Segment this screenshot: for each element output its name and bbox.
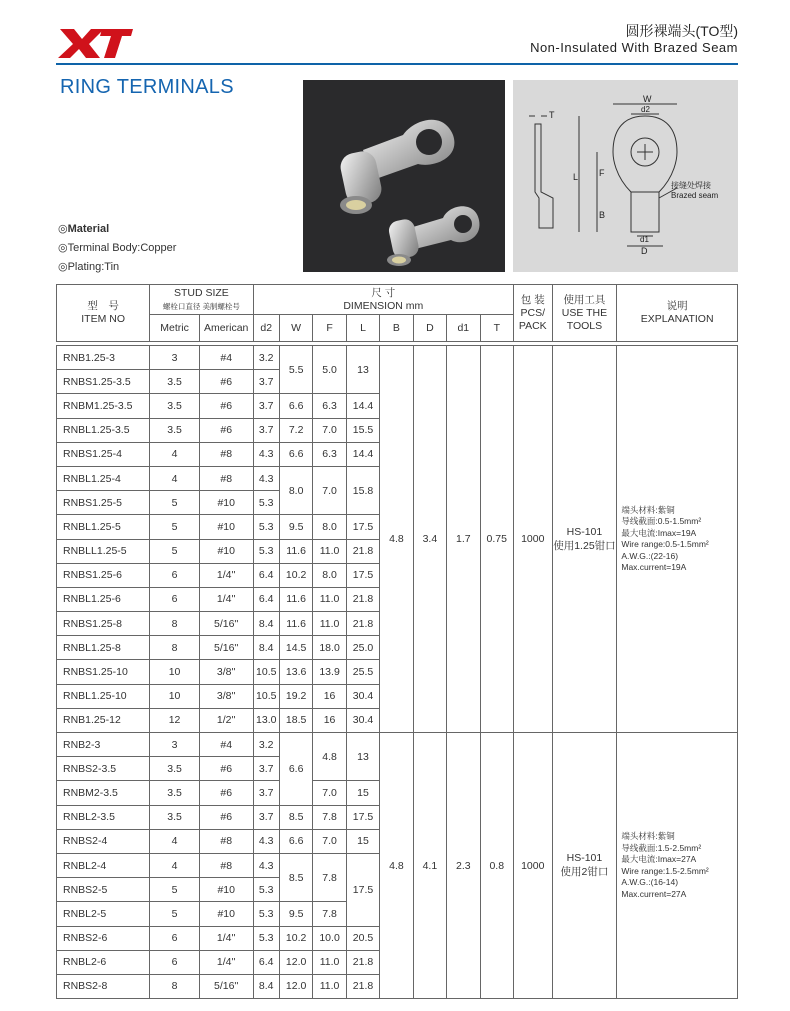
explanation-line: Max.current=19A	[621, 562, 687, 572]
d2-cell: 10.5	[253, 684, 279, 708]
metric-cell: 6	[150, 563, 200, 587]
metric-cell: 3.5	[150, 757, 200, 781]
item-no-cell: RNBS1.25-3.5	[57, 370, 150, 394]
technical-drawing	[513, 80, 738, 272]
spec-table-body	[57, 342, 738, 999]
d2-cell: 3.2	[253, 346, 279, 370]
W-cell: 7.2	[279, 418, 312, 442]
F-cell: 7.8	[313, 902, 346, 926]
F-cell: 7.0	[313, 781, 346, 805]
d2-cell: 4.3	[253, 829, 279, 853]
item-no-cell: RNB2-3	[57, 733, 150, 757]
d2-cell: 3.7	[253, 394, 279, 418]
pack-cell: 1000	[514, 733, 553, 999]
american-cell: 1/4''	[199, 926, 253, 950]
F-cell: 7.8	[313, 853, 346, 901]
metric-cell: 4	[150, 829, 200, 853]
explanation-line: 端头材料:紫铜	[621, 831, 675, 842]
F-cell: 11.0	[313, 587, 346, 611]
explanation-line: Max.current=27A	[621, 888, 687, 899]
L-cell: 21.8	[346, 539, 379, 563]
american-cell: #10	[199, 902, 253, 926]
L-cell: 21.8	[346, 950, 379, 974]
metric-cell: 3	[150, 733, 200, 757]
american-cell: 1/4''	[199, 950, 253, 974]
explanation-cell	[617, 346, 738, 733]
L-cell: 13	[346, 346, 379, 394]
dim-B-label: B	[599, 210, 606, 220]
table-row	[57, 733, 738, 757]
dim-d2-label: d2	[641, 105, 650, 114]
item-no-cell: RNBL1.25-4	[57, 466, 150, 490]
american-cell: 1/2''	[199, 708, 253, 732]
item-no-cell: RNBS2-6	[57, 926, 150, 950]
metric-cell: 6	[150, 950, 200, 974]
material-body: ◎Terminal Body:Copper	[58, 242, 177, 254]
F-cell: 7.0	[313, 466, 346, 514]
d2-cell: 5.3	[253, 878, 279, 902]
header-title-en: Non-Insulated With Brazed Seam	[530, 40, 738, 55]
d1-cell: 2.3	[447, 733, 480, 999]
american-cell: #10	[199, 491, 253, 515]
tool-line: HS-101	[566, 852, 603, 865]
american-cell: 3/8''	[199, 660, 253, 684]
item-no-cell: RNBL2-5	[57, 902, 150, 926]
d2-cell: 8.4	[253, 612, 279, 636]
item-no-cell: RNBL2-4	[57, 853, 150, 877]
explanation-line: 最大电流:Imax=27A	[621, 854, 697, 865]
d2-cell: 4.3	[253, 853, 279, 877]
d2-cell: 6.4	[253, 587, 279, 611]
metric-cell: 10	[150, 684, 200, 708]
explanation-line: Wire range:1.5-2.5mm²	[621, 865, 709, 876]
col-tools: 使用工具 USE THE TOOLS	[552, 285, 617, 342]
explanation-line: A.W.G.:(16-14)	[621, 877, 679, 888]
metric-cell: 3.5	[150, 394, 200, 418]
header-divider	[56, 63, 738, 65]
F-cell: 10.0	[313, 926, 346, 950]
material-heading: ◎Material	[58, 223, 110, 235]
tool-line: HS-101	[566, 525, 603, 538]
F-cell: 11.0	[313, 950, 346, 974]
F-cell: 8.0	[313, 515, 346, 539]
explanation-line: 最大电流:Imax=19A	[621, 527, 697, 538]
W-cell: 18.5	[279, 708, 312, 732]
col-dimension: 尺 寸 DIMENSION mm	[253, 285, 513, 315]
metric-cell: 10	[150, 660, 200, 684]
d2-cell: 5.3	[253, 491, 279, 515]
d2-cell: 10.5	[253, 660, 279, 684]
W-cell: 6.6	[279, 733, 312, 806]
W-cell: 6.6	[279, 394, 312, 418]
d2-cell: 5.3	[253, 515, 279, 539]
item-no-cell: RNBS2-3.5	[57, 757, 150, 781]
col-B: B	[380, 315, 413, 342]
item-no-cell: RNBS1.25-5	[57, 491, 150, 515]
american-cell: 5/16''	[199, 636, 253, 660]
L-cell: 17.5	[346, 805, 379, 829]
item-no-cell: RNBL1.25-6	[57, 587, 150, 611]
W-cell: 10.2	[279, 563, 312, 587]
L-cell: 21.8	[346, 587, 379, 611]
american-cell: 5/16''	[199, 974, 253, 998]
W-cell: 6.6	[279, 829, 312, 853]
item-no-cell: RNBS1.25-8	[57, 612, 150, 636]
american-cell: #6	[199, 370, 253, 394]
col-W: W	[279, 315, 312, 342]
F-cell: 4.8	[313, 733, 346, 781]
F-cell: 18.0	[313, 636, 346, 660]
W-cell: 11.6	[279, 539, 312, 563]
L-cell: 17.5	[346, 563, 379, 587]
metric-cell: 3.5	[150, 418, 200, 442]
explanation-line: Wire range:0.5-1.5mm²	[621, 539, 709, 549]
american-cell: #8	[199, 853, 253, 877]
F-cell: 7.0	[313, 418, 346, 442]
F-cell: 11.0	[313, 612, 346, 636]
metric-cell: 3	[150, 346, 200, 370]
W-cell: 14.5	[279, 636, 312, 660]
L-cell: 14.4	[346, 394, 379, 418]
d2-cell: 6.4	[253, 950, 279, 974]
metric-cell: 8	[150, 974, 200, 998]
metric-cell: 12	[150, 708, 200, 732]
d2-cell: 3.7	[253, 781, 279, 805]
dim-L-label: L	[573, 172, 579, 182]
W-cell: 11.6	[279, 612, 312, 636]
american-cell: #10	[199, 539, 253, 563]
d2-cell: 3.2	[253, 733, 279, 757]
tool-line: 使用1.25钳口	[553, 539, 616, 552]
W-cell: 10.2	[279, 926, 312, 950]
item-no-cell: RNB1.25-3	[57, 346, 150, 370]
dim-W-label: W	[643, 94, 652, 104]
B-cell: 4.8	[380, 346, 413, 733]
explanation-cell	[617, 733, 738, 999]
material-plating: ◎Plating:Tin	[58, 261, 120, 273]
W-cell: 13.6	[279, 660, 312, 684]
d2-cell: 4.3	[253, 442, 279, 466]
metric-cell: 8	[150, 612, 200, 636]
metric-cell: 5	[150, 878, 200, 902]
d2-cell: 8.4	[253, 636, 279, 660]
W-cell: 12.0	[279, 974, 312, 998]
F-cell: 5.0	[313, 346, 346, 394]
W-cell: 9.5	[279, 902, 312, 926]
metric-cell: 6	[150, 587, 200, 611]
header-title-cn: 圆形裸端头(TO型)	[625, 23, 738, 39]
W-cell: 12.0	[279, 950, 312, 974]
metric-cell: 4	[150, 466, 200, 490]
metric-cell: 8	[150, 636, 200, 660]
F-cell: 6.3	[313, 394, 346, 418]
col-pack: 包 装 PCS/ PACK	[514, 285, 553, 342]
metric-cell: 5	[150, 491, 200, 515]
F-cell: 16	[313, 708, 346, 732]
explanation-line: A.W.G.:(22-16)	[621, 550, 679, 561]
metric-cell: 3.5	[150, 370, 200, 394]
dim-T-label: T	[549, 110, 555, 120]
american-cell: #4	[199, 733, 253, 757]
L-cell: 15.5	[346, 418, 379, 442]
T-cell: 0.8	[480, 733, 513, 999]
dim-F-label: F	[599, 168, 605, 178]
tool-line: 使用2钳口	[560, 866, 609, 879]
L-cell: 25.0	[346, 636, 379, 660]
item-no-cell: RNBS2-4	[57, 829, 150, 853]
ring-terminal-photo-icon	[303, 80, 505, 272]
american-cell: #10	[199, 878, 253, 902]
spec-table	[56, 284, 738, 999]
W-cell: 8.5	[279, 805, 312, 829]
american-cell: #6	[199, 805, 253, 829]
metric-cell: 5	[150, 515, 200, 539]
metric-cell: 5	[150, 902, 200, 926]
D-cell: 3.4	[413, 346, 446, 733]
item-no-cell: RNBL1.25-5	[57, 515, 150, 539]
F-cell: 11.0	[313, 974, 346, 998]
L-cell: 20.5	[346, 926, 379, 950]
american-cell: #8	[199, 829, 253, 853]
item-no-cell: RNBS2-8	[57, 974, 150, 998]
american-cell: #6	[199, 394, 253, 418]
item-no-cell: RNB1.25-12	[57, 708, 150, 732]
material-block	[58, 220, 176, 277]
seam-label-en: Brazed seam	[671, 191, 719, 200]
L-cell: 17.5	[346, 515, 379, 539]
metric-cell: 6	[150, 926, 200, 950]
W-cell: 5.5	[279, 346, 312, 394]
xt-logo	[58, 26, 133, 60]
L-cell: 13	[346, 733, 379, 781]
L-cell: 17.5	[346, 853, 379, 926]
d1-cell: 1.7	[447, 346, 480, 733]
item-no-cell: RNBS2-5	[57, 878, 150, 902]
item-no-cell: RNBL2-6	[57, 950, 150, 974]
item-no-cell: RNBS1.25-10	[57, 660, 150, 684]
item-no-cell: RNBL2-3.5	[57, 805, 150, 829]
F-cell: 7.8	[313, 805, 346, 829]
col-explanation: 说明 EXPLANATION	[617, 285, 738, 342]
col-item: 型 号 ITEM NO	[57, 285, 150, 342]
american-cell: 1/4''	[199, 563, 253, 587]
col-d2: d2	[253, 315, 279, 342]
F-cell: 7.0	[313, 829, 346, 853]
L-cell: 15	[346, 829, 379, 853]
W-cell: 11.6	[279, 587, 312, 611]
col-stud-size: STUD SIZE 螺栓口直径 美制螺栓号	[150, 285, 253, 315]
col-d1: d1	[447, 315, 480, 342]
item-no-cell: RNBM2-3.5	[57, 781, 150, 805]
american-cell: #8	[199, 442, 253, 466]
metric-cell: 5	[150, 539, 200, 563]
table-row	[57, 346, 738, 370]
W-cell: 8.5	[279, 853, 312, 901]
american-cell: #10	[199, 515, 253, 539]
F-cell: 11.0	[313, 539, 346, 563]
col-D: D	[413, 315, 446, 342]
col-american: American	[199, 315, 253, 342]
L-cell: 15	[346, 781, 379, 805]
col-metric: Metric	[150, 315, 200, 342]
d2-cell: 3.7	[253, 418, 279, 442]
W-cell: 19.2	[279, 684, 312, 708]
seam-label-cn: 接缝处焊接	[671, 181, 711, 190]
metric-cell: 3.5	[150, 805, 200, 829]
d2-cell: 8.4	[253, 974, 279, 998]
d2-cell: 13.0	[253, 708, 279, 732]
L-cell: 25.5	[346, 660, 379, 684]
item-no-cell: RNBS1.25-6	[57, 563, 150, 587]
page-title: RING TERMINALS	[60, 76, 234, 98]
L-cell: 15.8	[346, 466, 379, 514]
tool-cell	[552, 346, 617, 733]
item-no-cell: RNBLL1.25-5	[57, 539, 150, 563]
explanation-line: 导线截面:0.5-1.5mm²	[621, 516, 702, 526]
metric-cell: 3.5	[150, 781, 200, 805]
d2-cell: 4.3	[253, 466, 279, 490]
item-no-cell: RNBL1.25-10	[57, 684, 150, 708]
dimension-drawing-icon	[513, 80, 738, 272]
D-cell: 4.1	[413, 733, 446, 999]
american-cell: #6	[199, 418, 253, 442]
W-cell: 8.0	[279, 466, 312, 514]
d2-cell: 5.3	[253, 902, 279, 926]
explanation-line: 导线截面:1.5-2.5mm²	[621, 842, 702, 853]
item-no-cell: RNBL1.25-3.5	[57, 418, 150, 442]
d2-cell: 3.7	[253, 805, 279, 829]
B-cell: 4.8	[380, 733, 413, 999]
american-cell: 5/16''	[199, 612, 253, 636]
pack-cell: 1000	[514, 346, 553, 733]
L-cell: 30.4	[346, 708, 379, 732]
american-cell: #6	[199, 757, 253, 781]
item-no-cell: RNBM1.25-3.5	[57, 394, 150, 418]
col-L: L	[346, 315, 379, 342]
W-cell: 6.6	[279, 442, 312, 466]
W-cell: 9.5	[279, 515, 312, 539]
item-no-cell: RNBS1.25-4	[57, 442, 150, 466]
american-cell: #4	[199, 346, 253, 370]
col-T: T	[480, 315, 513, 342]
L-cell: 14.4	[346, 442, 379, 466]
L-cell: 21.8	[346, 612, 379, 636]
d2-cell: 3.7	[253, 757, 279, 781]
tool-cell	[552, 733, 617, 999]
american-cell: 3/8''	[199, 684, 253, 708]
dim-D-label: D	[641, 246, 648, 256]
d2-cell: 6.4	[253, 563, 279, 587]
F-cell: 8.0	[313, 563, 346, 587]
F-cell: 6.3	[313, 442, 346, 466]
F-cell: 13.9	[313, 660, 346, 684]
american-cell: #6	[199, 781, 253, 805]
product-photo	[303, 80, 505, 272]
page-header	[530, 22, 738, 56]
T-cell: 0.75	[480, 346, 513, 733]
d2-cell: 3.7	[253, 370, 279, 394]
explanation-line: 端头材料:紫铜	[621, 504, 675, 515]
col-F: F	[313, 315, 346, 342]
L-cell: 21.8	[346, 974, 379, 998]
dim-d1-label: d1	[640, 235, 649, 244]
metric-cell: 4	[150, 442, 200, 466]
d2-cell: 5.3	[253, 539, 279, 563]
american-cell: #8	[199, 466, 253, 490]
d2-cell: 5.3	[253, 926, 279, 950]
metric-cell: 4	[150, 853, 200, 877]
F-cell: 16	[313, 684, 346, 708]
item-no-cell: RNBL1.25-8	[57, 636, 150, 660]
L-cell: 30.4	[346, 684, 379, 708]
american-cell: 1/4''	[199, 587, 253, 611]
